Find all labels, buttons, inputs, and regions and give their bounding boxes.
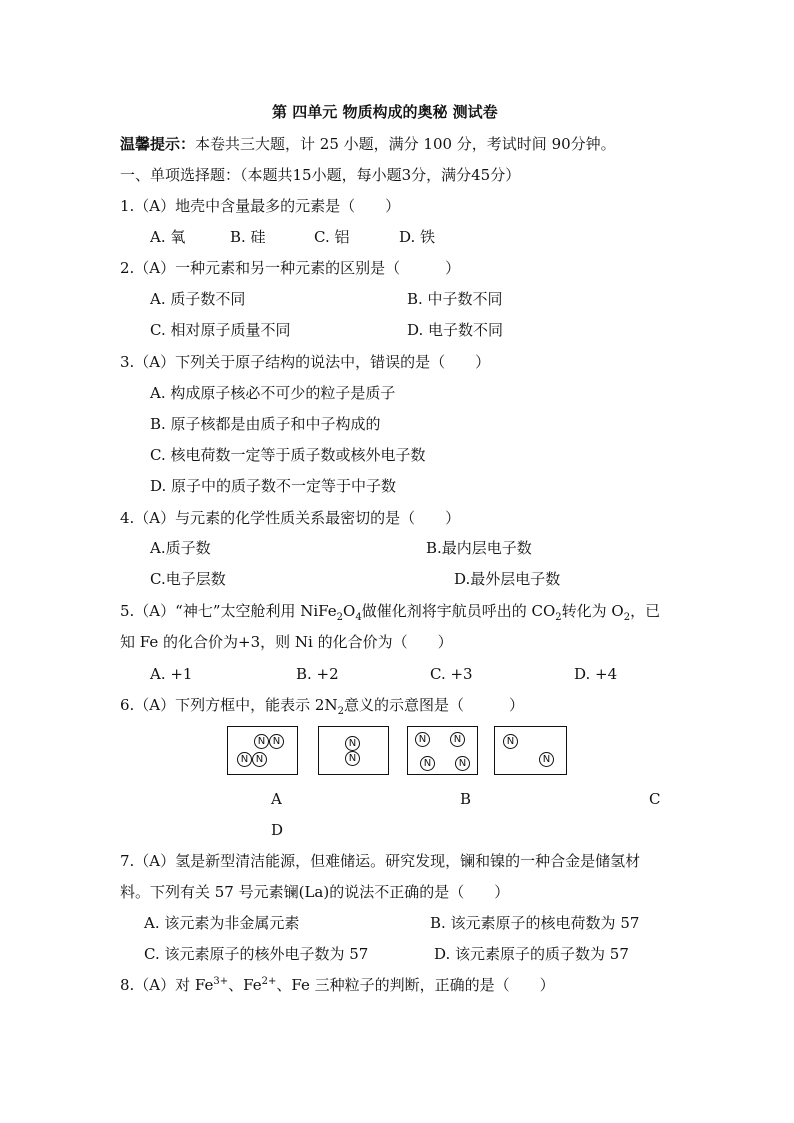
n-atom: N <box>455 756 470 771</box>
q8-sup-2: 2+ <box>261 976 277 987</box>
diagram-label-b: B <box>460 790 472 808</box>
question-3-stem: 3.（A）下列关于原子结构的说法中，错误的是（ ） <box>120 353 491 371</box>
diagram-box-c <box>407 726 478 775</box>
question-7-option-d: D. 该元素原子的质子数为 57 <box>434 945 629 963</box>
q6-text-2: 意义的示意图是（ ） <box>343 696 524 714</box>
q5-text-1: 5.（A）“神七”太空舱利用 NiFe <box>120 602 337 620</box>
q5-sub-4: 2 <box>623 612 631 623</box>
diagram-label-a: A <box>271 790 282 808</box>
question-5-option-d: D. +4 <box>574 665 618 683</box>
question-7-stem-line2: 料。下列有关 57 号元素镧(La)的说法不正确的是（ ） <box>120 883 510 901</box>
question-2-option-d: D. 电子数不同 <box>407 321 504 339</box>
question-8-stem <box>120 975 555 995</box>
tip-text: 本卷共三大题，计 25 小题，满分 100 分，考试时间 90分钟。 <box>195 135 616 153</box>
question-4-option-d: D.最外层电子数 <box>454 570 561 588</box>
q6-sub-1: 2 <box>337 706 344 717</box>
n-atom: N <box>254 734 269 749</box>
question-3-option-b: B. 原子核都是由质子和中子构成的 <box>150 415 381 433</box>
question-2-option-a: A. 质子数不同 <box>150 290 246 308</box>
q5-text-5: ，已 <box>630 602 661 620</box>
tip-label: 温馨提示： <box>120 135 196 153</box>
page-title: 第 四单元 物质构成的奥秘 测试卷 <box>272 103 498 121</box>
q6-text-1: 6.（A）下列方框中，能表示 2N <box>120 696 338 714</box>
question-5-option-c: C. +3 <box>430 665 473 683</box>
diagram-label-c: C <box>649 790 661 808</box>
question-4-option-a: A.质子数 <box>150 539 211 557</box>
question-4-stem: 4.（A）与元素的化学性质关系最密切的是（ ） <box>120 509 461 527</box>
question-4-option-c: C.电子层数 <box>150 570 226 588</box>
n-atom: N <box>539 752 554 767</box>
question-1-option-b: B. 硅 <box>230 228 266 246</box>
q8-sup-1: 3+ <box>213 976 229 987</box>
q5-sub-3: 2 <box>555 612 562 623</box>
q8-text-1: 8.（A）对 Fe <box>120 976 214 994</box>
question-4-option-b: B.最内层电子数 <box>426 539 532 557</box>
question-5-stem-line2: 知 Fe 的化合价为+3，则 Ni 的化合价为（ ） <box>120 633 453 651</box>
question-2-stem: 2.（A）一种元素和另一种元素的区别是（ ） <box>120 259 461 277</box>
question-2-option-b: B. 中子数不同 <box>407 290 503 308</box>
question-7-option-a: A. 该元素为非金属元素 <box>144 914 300 932</box>
question-7-option-c: C. 该元素原子的核外电子数为 57 <box>144 945 369 963</box>
question-1-option-d: D. 铁 <box>399 228 436 246</box>
q5-text-3: 做催化剂将宇航员呼出的 CO <box>361 602 556 620</box>
question-3-option-d: D. 原子中的质子数不一定等于中子数 <box>150 477 397 495</box>
diagram-box-a <box>227 726 298 775</box>
question-3-option-a: A. 构成原子核必不可少的粒子是质子 <box>150 384 396 402</box>
question-1-option-c: C. 铝 <box>314 228 350 246</box>
question-1-option-a: A. 氧 <box>150 228 186 246</box>
question-5-option-a: A. +1 <box>150 665 193 683</box>
question-6-stem <box>120 695 524 715</box>
q8-text-2: 、Fe <box>228 976 262 994</box>
n-atom: N <box>415 732 430 747</box>
n-atom: N <box>252 752 267 767</box>
question-3-option-c: C. 核电荷数一定等于质子数或核外电子数 <box>150 446 426 464</box>
n-atom: N <box>503 734 518 749</box>
q5-text-4: 转化为 O <box>561 602 624 620</box>
diagram-label-d: D <box>271 821 284 839</box>
n-atom: N <box>345 751 360 766</box>
question-7-option-b: B. 该元素原子的核电荷数为 57 <box>430 914 640 932</box>
n-atom: N <box>269 734 284 749</box>
q5-sub-1: 2 <box>336 612 344 623</box>
section-heading: 一、单项选择题：（本题共15小题，每小题3分，满分45分） <box>120 166 521 184</box>
q8-text-3: 、Fe 三种粒子的判断，正确的是（ ） <box>276 976 555 994</box>
diagram-box-d <box>494 726 567 775</box>
diagram-box-b <box>318 726 389 775</box>
n-atom: N <box>450 732 465 747</box>
question-7-stem: 7.（A）氢是新型清洁能源，但难储运。研究发现，镧和镍的一种合金是储氢材 <box>120 852 641 870</box>
q5-text-2: O <box>343 602 356 620</box>
question-2-option-c: C. 相对原子质量不同 <box>150 321 291 339</box>
n-atom: N <box>237 752 252 767</box>
question-5-option-b: B. +2 <box>296 665 339 683</box>
n-atom: N <box>345 736 360 751</box>
question-1-stem: 1.（A）地壳中含量最多的元素是（ ） <box>120 197 401 215</box>
question-5-stem <box>120 601 660 621</box>
q5-sub-2: 4 <box>355 612 362 623</box>
n-atom: N <box>420 756 435 771</box>
tip-line <box>120 134 616 154</box>
